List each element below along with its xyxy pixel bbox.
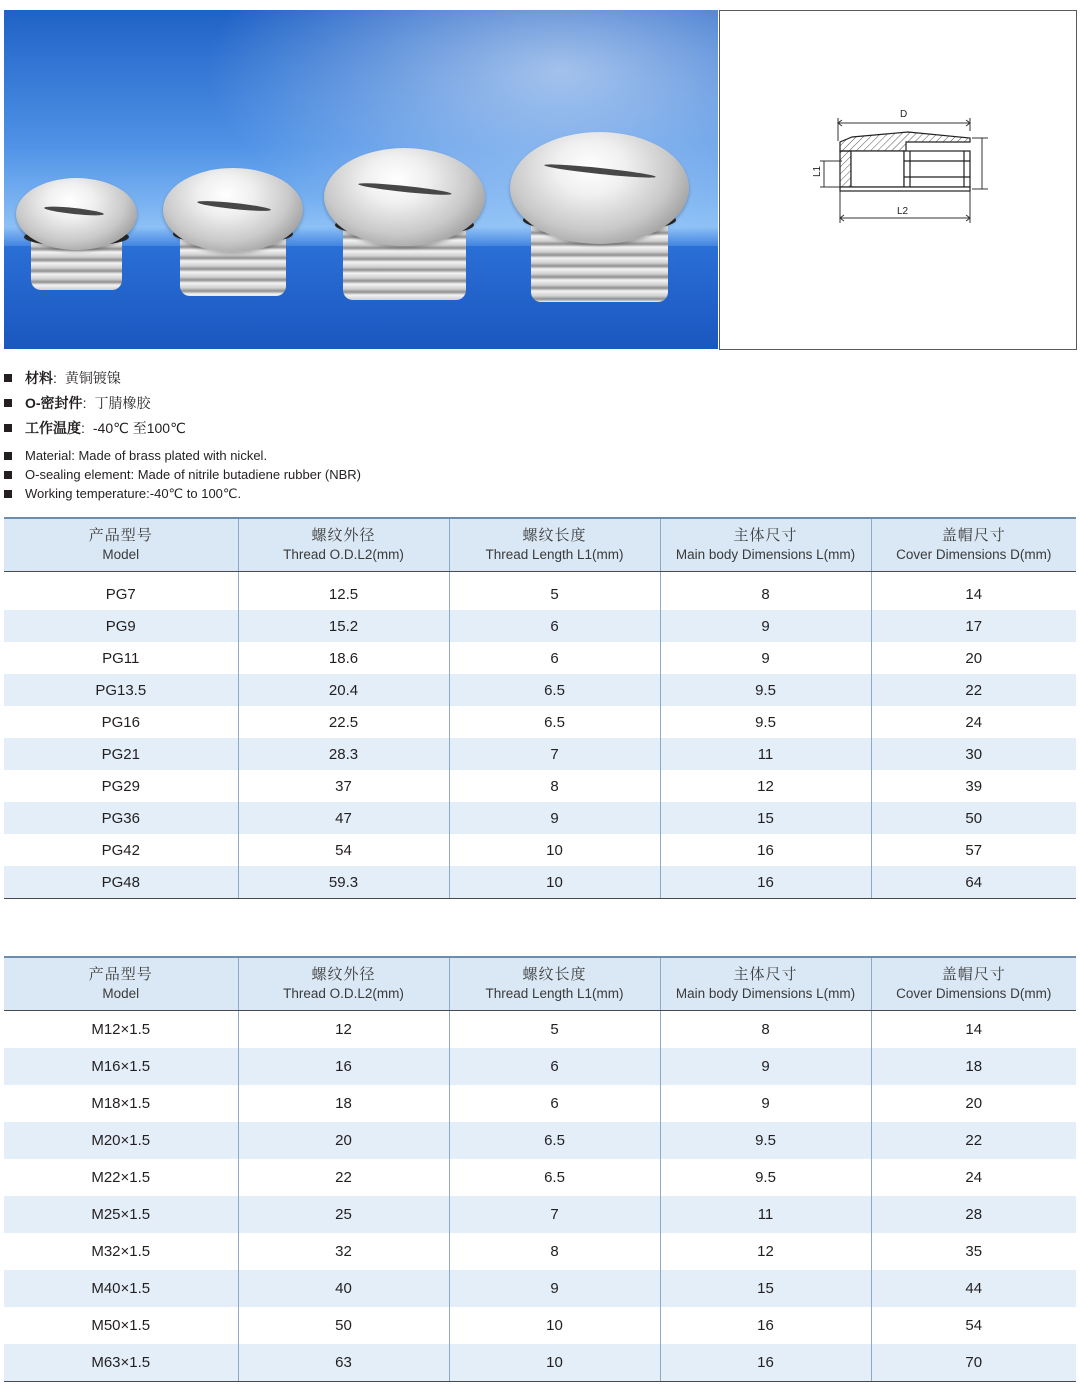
table-cell: PG7 xyxy=(105,585,136,603)
table-cell: 18.6 xyxy=(238,642,449,674)
table-cell: 10 xyxy=(449,1344,660,1382)
table-cell: 9.5 xyxy=(660,1122,871,1159)
table-cell: M32×1.5 xyxy=(91,1243,151,1260)
table-row xyxy=(4,1085,1076,1122)
column-header-en: Thread O.D.L2(mm) xyxy=(283,547,404,562)
column-header xyxy=(871,957,1076,1011)
table-cell: PG9 xyxy=(4,610,238,642)
column-header-en: Thread O.D.L2(mm) xyxy=(283,986,404,1001)
table-cell: 12 xyxy=(660,770,871,802)
table-row xyxy=(4,770,1076,802)
column-header-cn: 盖帽尺寸 xyxy=(941,527,1006,544)
table-cell: 50 xyxy=(871,802,1076,834)
table-cell: 15 xyxy=(660,802,871,834)
table-cell: 54 xyxy=(238,834,449,866)
column-header xyxy=(449,518,660,572)
column-header-en: Model xyxy=(102,986,140,1001)
table-cell: 10 xyxy=(449,866,660,899)
column-header-en: Cover Dimensions D(mm) xyxy=(896,986,1052,1001)
column-header xyxy=(871,518,1076,572)
table-row xyxy=(4,834,1076,866)
spec-separator: : xyxy=(82,394,87,411)
dimension-label-l2: L2 xyxy=(897,206,909,217)
column-header xyxy=(449,957,660,1011)
metric-thread-spec-table xyxy=(4,956,1076,1382)
table-cell: 37 xyxy=(238,770,449,802)
table-cell: PG42 xyxy=(101,841,140,859)
dimension-diagram xyxy=(719,10,1077,350)
bullet-icon xyxy=(4,374,12,382)
table-cell: 57 xyxy=(871,834,1076,866)
table-cell: 6 xyxy=(449,642,660,674)
table-cell: 16 xyxy=(660,1307,871,1344)
table-cell: 16 xyxy=(660,1344,871,1382)
table-row xyxy=(4,1048,1076,1085)
table-cell: 20 xyxy=(238,1122,449,1159)
table-cell: 22 xyxy=(871,674,1076,706)
dimension-label-l1: L1 xyxy=(812,165,823,177)
spec-value: 丁腈橡胶 xyxy=(94,394,151,411)
spec-line xyxy=(4,465,361,484)
column-header-cn: 螺纹外径 xyxy=(311,966,376,983)
table-cell: 22.5 xyxy=(238,706,449,738)
column-header-en: Main body Dimensions L(mm) xyxy=(675,547,856,562)
table-cell: 54 xyxy=(871,1307,1076,1344)
table-cell: 24 xyxy=(871,1159,1076,1196)
column-header-en: Cover Dimensions D(mm) xyxy=(896,547,1052,562)
table-row xyxy=(4,866,1076,899)
table-cell: 8 xyxy=(449,1233,660,1270)
table-row xyxy=(4,610,1076,642)
spec-text: Working temperature:-40℃ to 100℃. xyxy=(25,485,242,501)
table-cell: 15.2 xyxy=(238,610,449,642)
blanking-plug-medium xyxy=(163,168,303,298)
column-header-en: Thread Length L1(mm) xyxy=(485,547,624,562)
table-cell: 12 xyxy=(660,1233,871,1270)
spec-value: 黄铜镀镍 xyxy=(64,369,121,386)
table-cell: 20 xyxy=(871,642,1076,674)
table-cell: 47 xyxy=(238,802,449,834)
product-photo xyxy=(4,10,718,349)
table-cell: M20×1.5 xyxy=(4,1122,238,1159)
specs-chinese xyxy=(4,365,186,440)
spec-key: 工作温度 xyxy=(25,419,81,436)
table-cell: 10 xyxy=(449,1307,660,1344)
table-cell: M25×1.5 xyxy=(4,1196,238,1233)
table-cell: 9 xyxy=(660,1048,871,1085)
table-cell: PG16 xyxy=(101,713,140,731)
column-header xyxy=(660,957,871,1011)
spec-key: O-密封件 xyxy=(25,394,83,411)
table-cell: 9 xyxy=(660,1085,871,1122)
table-cell: 63 xyxy=(238,1344,449,1382)
table-cell: M22×1.5 xyxy=(91,1169,151,1186)
table-cell: 9.5 xyxy=(660,1159,871,1196)
table-cell: 18 xyxy=(871,1048,1076,1085)
table-cell: 16 xyxy=(660,834,871,866)
table-cell: 44 xyxy=(871,1270,1076,1307)
table-cell: 8 xyxy=(660,1011,871,1049)
bullet-icon xyxy=(4,424,12,432)
table-cell: 6.5 xyxy=(449,1159,660,1196)
table-cell: 9.5 xyxy=(660,674,871,706)
column-header xyxy=(238,518,449,572)
bullet-icon xyxy=(4,399,12,407)
table-cell: 24 xyxy=(871,706,1076,738)
table-cell: 20.4 xyxy=(238,674,449,706)
table-header-row xyxy=(4,957,1076,1011)
table-row xyxy=(4,738,1076,770)
pg-thread-spec-table xyxy=(4,517,1076,899)
spec-value: -40℃ 至100℃ xyxy=(92,419,186,436)
spec-text: Material: Made of brass plated with nickel. xyxy=(25,448,268,463)
column-header xyxy=(238,957,449,1011)
column-header-cn: 产品型号 xyxy=(88,966,153,983)
bullet-icon xyxy=(4,471,12,479)
table-row xyxy=(4,1122,1076,1159)
table-cell: 39 xyxy=(871,770,1076,802)
table-cell: 11 xyxy=(660,1196,871,1233)
table-cell: 16 xyxy=(238,1048,449,1085)
table-cell: 5 xyxy=(449,572,660,611)
table-cell: 22 xyxy=(238,1159,449,1196)
bullet-icon xyxy=(4,452,12,460)
table-cell: 12 xyxy=(238,1011,449,1049)
table-cell: 32 xyxy=(238,1233,449,1270)
table-cell: 6.5 xyxy=(449,706,660,738)
table-cell: 64 xyxy=(871,866,1076,899)
table-row xyxy=(4,802,1076,834)
column-header-cn: 主体尺寸 xyxy=(733,527,798,544)
table-cell: 25 xyxy=(238,1196,449,1233)
bullet-icon xyxy=(4,490,12,498)
table-cell: M18×1.5 xyxy=(91,1095,151,1112)
column-header-cn: 螺纹外径 xyxy=(311,527,376,544)
spec-line xyxy=(4,484,361,503)
column-header xyxy=(4,957,238,1011)
table-cell: 6.5 xyxy=(449,674,660,706)
table-cell: 35 xyxy=(871,1233,1076,1270)
column-header-cn: 主体尺寸 xyxy=(733,966,798,983)
table-cell: PG21 xyxy=(4,738,238,770)
table-cell: 14 xyxy=(871,572,1076,611)
specs-english xyxy=(4,446,361,503)
blanking-plug-small xyxy=(16,178,137,293)
spec-text: O-sealing element: Made of nitrile butadiene rubber (NBR) xyxy=(25,467,362,482)
table-cell: 10 xyxy=(449,834,660,866)
table-cell: 6 xyxy=(449,610,660,642)
table-cell: 28.3 xyxy=(238,738,449,770)
table-row xyxy=(4,1159,1076,1196)
table-cell: 30 xyxy=(871,738,1076,770)
table-cell: 12.5 xyxy=(238,572,449,611)
table-row xyxy=(4,1270,1076,1307)
table-cell: 7 xyxy=(449,738,660,770)
table-cell: 28 xyxy=(871,1196,1076,1233)
table-cell: M50×1.5 xyxy=(91,1317,151,1334)
table-cell: M40×1.5 xyxy=(4,1270,238,1307)
table-cell: PG13.5 xyxy=(4,674,238,706)
table-cell: PG29 xyxy=(101,777,140,795)
spec-line xyxy=(4,446,361,465)
table-cell: 9 xyxy=(660,642,871,674)
table-cell: 8 xyxy=(449,770,660,802)
table-cell: 11 xyxy=(660,738,871,770)
table-row xyxy=(4,1344,1076,1382)
table-row xyxy=(4,1233,1076,1270)
blanking-plug-large xyxy=(324,148,485,303)
table-cell: PG48 xyxy=(4,866,238,899)
table-cell: PG11 xyxy=(102,649,140,667)
column-header-cn: 螺纹长度 xyxy=(522,527,587,544)
table-cell: 9 xyxy=(660,610,871,642)
table-cell: 18 xyxy=(238,1085,449,1122)
table-cell: 7 xyxy=(449,1196,660,1233)
blanking-plug-xlarge xyxy=(510,132,689,304)
column-header xyxy=(660,518,871,572)
column-header-en: Thread Length L1(mm) xyxy=(485,986,624,1001)
table-cell: 6.5 xyxy=(449,1122,660,1159)
spec-key: 材料 xyxy=(25,369,53,386)
column-header-cn: 盖帽尺寸 xyxy=(941,966,1006,983)
table-cell: 70 xyxy=(871,1344,1076,1382)
table-cell: 6 xyxy=(449,1048,660,1085)
table-cell: 6 xyxy=(449,1085,660,1122)
table-cell: 9 xyxy=(449,802,660,834)
table-cell: 9 xyxy=(449,1270,660,1307)
column-header-en: Main body Dimensions L(mm) xyxy=(675,986,856,1001)
table-cell: 20 xyxy=(871,1085,1076,1122)
spec-line xyxy=(4,415,186,440)
table-row xyxy=(4,1196,1076,1233)
table-cell: M12×1.5 xyxy=(91,1021,151,1038)
table-cell: 8 xyxy=(660,572,871,611)
table-cell: 9.5 xyxy=(660,706,871,738)
table-row xyxy=(4,1011,1076,1049)
table-cell: 14 xyxy=(871,1011,1076,1049)
table-cell: 22 xyxy=(871,1122,1076,1159)
column-header xyxy=(4,518,238,572)
column-header-en: Model xyxy=(102,547,140,562)
spec-separator: : xyxy=(53,369,57,386)
table-cell: M63×1.5 xyxy=(4,1344,238,1382)
spec-line xyxy=(4,365,186,390)
table-cell: 17 xyxy=(871,610,1076,642)
table-cell: 16 xyxy=(660,866,871,899)
table-cell: 15 xyxy=(660,1270,871,1307)
table-row xyxy=(4,642,1076,674)
table-cell: 50 xyxy=(238,1307,449,1344)
table-row xyxy=(4,572,1076,611)
table-cell: 40 xyxy=(238,1270,449,1307)
table-cell: M16×1.5 xyxy=(4,1048,238,1085)
table-row xyxy=(4,674,1076,706)
dimension-drawing xyxy=(720,11,1076,349)
spec-line xyxy=(4,390,186,415)
spec-separator: : xyxy=(81,419,85,436)
table-cell: 59.3 xyxy=(238,866,449,899)
table-cell: 5 xyxy=(449,1011,660,1049)
dimension-label-d: D xyxy=(900,109,908,120)
column-header-cn: 螺纹长度 xyxy=(522,966,587,983)
column-header-cn: 产品型号 xyxy=(88,527,153,544)
table-row xyxy=(4,1307,1076,1344)
table-header-row xyxy=(4,518,1076,572)
table-row xyxy=(4,706,1076,738)
table-cell: PG36 xyxy=(4,802,238,834)
